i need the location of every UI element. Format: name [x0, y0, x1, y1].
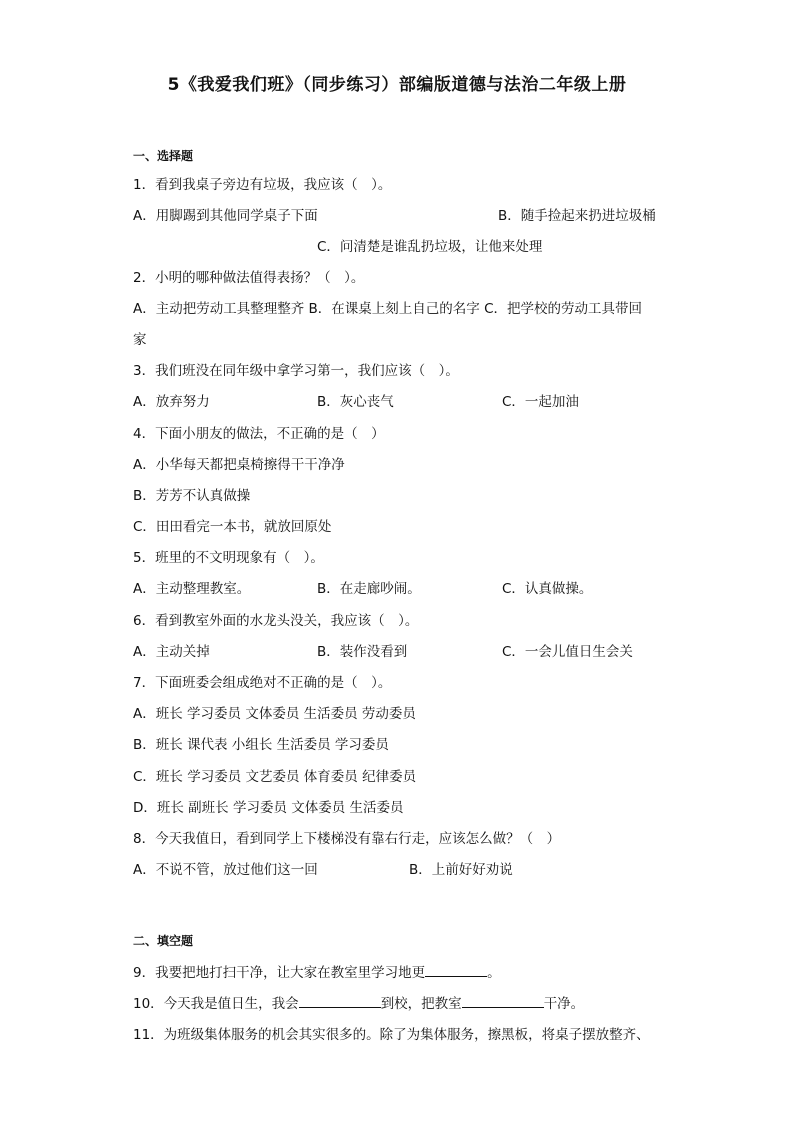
- question-5-option-b: B．在走廊吵闹。: [317, 581, 421, 597]
- question-5-stem: 5．班里的不文明现象有（ ）。: [133, 550, 324, 566]
- question-1-stem: 1．看到我桌子旁边有垃圾，我应该（ ）。: [133, 177, 392, 193]
- question-8-option-a: A．不说不管，放过他们这一回: [133, 862, 318, 878]
- question-3-option-c: C．一起加油: [502, 394, 579, 410]
- question-10-text: 10．今天我是值日生，我会: [133, 996, 299, 1012]
- section-heading-fill: 二、填空题: [133, 934, 194, 948]
- question-4-stem: 4．下面小朋友的做法，不正确的是（ ）: [133, 426, 385, 442]
- question-9: [133, 961, 501, 981]
- question-7-stem: 7．下面班委会组成绝对不正确的是（ ）。: [133, 675, 392, 691]
- question-8-stem: 8．今天我值日，看到同学上下楼梯没有靠右行走，应该怎么做？（ ）: [133, 831, 561, 847]
- question-11: 11．为班级集体服务的机会其实很多的。除了为集体服务，擦黑板，将桌子摆放整齐、: [133, 1027, 650, 1043]
- section-heading-choice: 一、选择题: [133, 149, 194, 163]
- question-7-option-c: C．班长 学习委员 文艺委员 体育委员 纪律委员: [133, 769, 417, 785]
- question-3-option-b: B．灰心丧气: [317, 394, 394, 410]
- question-2-options-wrap: 家: [133, 332, 147, 348]
- question-2-stem: 2．小明的哪种做法值得表扬？（ ）。: [133, 270, 365, 286]
- question-4-option-b: B．芳芳不认真做操: [133, 488, 251, 504]
- question-3-stem: 3．我们班没在同年级中拿学习第一，我们应该（ ）。: [133, 363, 459, 379]
- question-5-option-a: A．主动整理教室。: [133, 581, 251, 597]
- question-10-end: 干净。: [543, 996, 585, 1012]
- question-4-option-c: C．田田看完一本书，就放回原处: [133, 519, 332, 535]
- question-10-text-mid: 到校，把教室: [380, 996, 462, 1012]
- question-1-option-b: B．随手捡起来扔进垃圾桶: [498, 208, 656, 224]
- answer-blank[interactable]: [299, 993, 381, 1008]
- question-3-option-a: A．放弃努力: [133, 394, 210, 410]
- question-6-option-b: B．装作没看到: [317, 644, 408, 660]
- question-6-option-a: A．主动关掉: [133, 644, 210, 660]
- question-1-option-c: C．问清楚是谁乱扔垃圾，让他来处理: [317, 239, 543, 255]
- question-7-option-a: A．班长 学习委员 文体委员 生活委员 劳动委员: [133, 706, 416, 722]
- question-9-end: 。: [487, 965, 501, 981]
- answer-blank[interactable]: [425, 962, 487, 977]
- answer-blank[interactable]: [462, 993, 544, 1008]
- question-7-option-d: D．班长 副班长 学习委员 文体委员 生活委员: [133, 800, 404, 816]
- question-10: [133, 992, 584, 1012]
- question-6-option-c: C．一会儿值日生会关: [502, 644, 633, 660]
- question-1-option-a: A．用脚踢到其他同学桌子下面: [133, 208, 318, 224]
- question-8-option-b: B．上前好好劝说: [409, 862, 513, 878]
- page-title: 5《我爱我们班》（同步练习）部编版道德与法治二年级上册: [167, 75, 627, 95]
- question-6-stem: 6．看到教室外面的水龙头没关，我应该（ ）。: [133, 613, 419, 629]
- question-7-option-b: B．班长 课代表 小组长 生活委员 学习委员: [133, 737, 389, 753]
- question-4-option-a: A．小华每天都把桌椅擦得干干净净: [133, 457, 345, 473]
- question-5-option-c: C．认真做操。: [502, 581, 593, 597]
- question-9-text: 9．我要把地打扫干净，让大家在教室里学习地更: [133, 965, 426, 981]
- question-2-options: A．主动把劳动工具整理整齐 B．在课桌上刻上自己的名字 C．把学校的劳动工具带回: [133, 301, 643, 317]
